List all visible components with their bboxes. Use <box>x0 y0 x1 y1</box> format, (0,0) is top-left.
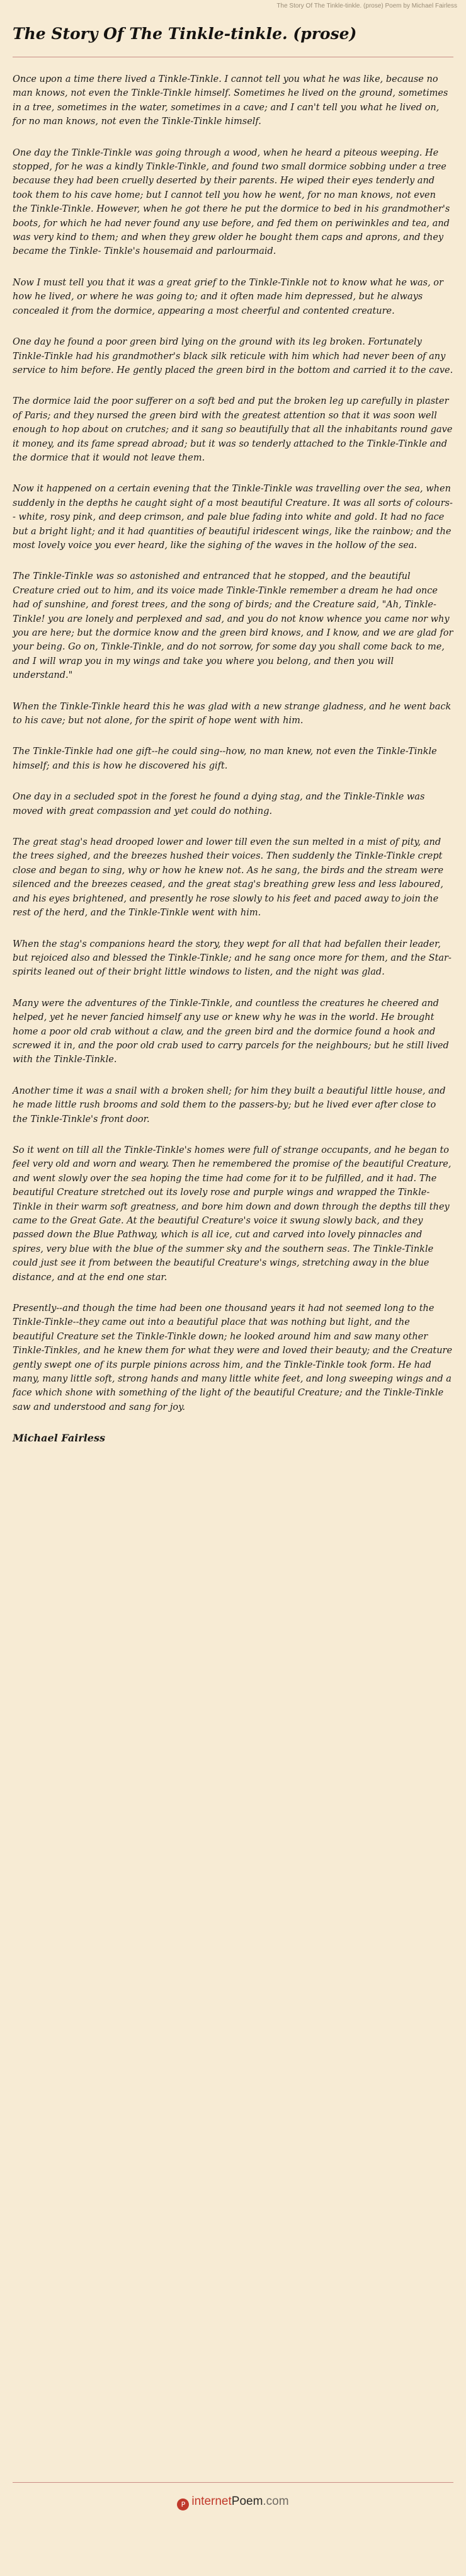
poem-paragraph: One day the Tinkle-Tinkle was going through a wood, when he heard a piteous weeping. He stopped, for he was a kindly Tinkle-Tinkle, and found two small dormice sobbing under a tree because they had been cruelly deserted by their parents. He wiped their eyes tenderly and took them to his cave home; but I cannot tell you how he went, for no man knows, not even the Tinkle-Tinkle. However, when he got there he put the dormice to bed in his grandmother's boots, for which he had never found any use before, and fed them on periwinkles and tea, and was very kind to them; and when they grew older he bought them caps and aprons, and they became the Tinkle- Tinkle's housemaid and parlourmaid. <box>13 147 450 257</box>
source-line: The Story Of The Tinkle-tinkle. (prose) Poem by Michael Fairless <box>276 3 457 9</box>
logo-text-poem: Poem <box>231 2495 263 2508</box>
logo-text-internet: internet <box>191 2495 232 2508</box>
poem-paragraph: One day in a secluded spot in the forest he found a dying stag, and the Tinkle-Tinkle was moved with great compassion and yet could do nothing. <box>13 792 425 816</box>
poem-paragraph: The Tinkle-Tinkle had one gift--he could sing--how, no man knew, not even the Tinkle-Tinkle himself; and this is how he discovered his gift. <box>13 747 437 771</box>
poem-paragraph: The Tinkle-Tinkle was so astonished and entranced that he stopped, and the beautiful Creature cried out to him, and its voice made Tinkle-Tinkle remember a dream he had once had of sunshine, and forest trees, and the song of birds; and the Creature said, "Ah, Tinkle-Tinkle! you are lonely and perplexed and sad, and you do not know whence you came nor why you are here; but the dormice know and the green bird knows, and I know, and we are glad for your being. Go on, Tinkle-Tinkle, and do not sorrow, for some day you shall come back to me, and I will wrap you in my wings and take you where you belong, and then you will understand." <box>13 571 453 681</box>
poem-body <box>13 72 453 1414</box>
site-logo[interactable] <box>13 2494 453 2510</box>
poem-paragraph: The great stag's head drooped lower and lower till even the sun melted in a mist of pity, and the trees sighed, and the breezes hushed their voices. Then suddenly the Tinkle-Tinkle crept close and began to sing, why or how he knew not. As he sang, the birds and the stream were silenced and the breezes ceased, and the great stag's breathing grew less and less laboured, and his eyes brightened, and presently he rose slowly to his feet and paced away to join the rest of the herd, and the Tinkle-Tinkle went with him. <box>13 837 444 919</box>
footer-divider <box>13 2482 453 2483</box>
poem-paragraph: Once upon a time there lived a Tinkle-Tinkle. I cannot tell you what he was like, because no man knows, not even the Tinkle-Tinkle himself. Sometimes he lived on the ground, sometimes in a tree, sometimes in the water, sometimes in a cave; and I can't tell you what he lived on, for no man knows, not even the Tinkle-Tinkle himself. <box>13 74 448 127</box>
poem-paragraph: When the stag's companions heard the story, they wept for all that had befallen their leader, but rejoiced also and blessed the Tinkle-Tinkle; and he sang once more for them, and the Star-spirits leaned out of their bright little windows to listen, and the night was glad. <box>13 939 452 978</box>
poem-paragraph: Now it happened on a certain evening that the Tinkle-Tinkle was travelling over the sea, when suddenly in the depths he caught sight of a most beautiful Creature. It was all sorts of colours-- white, rosy pink, and deep crimson, and pale blue fading into white and gold. It had no face but a bright light; and it had quantities of beautiful iridescent wings, like the rainbow; and the most lovely voice you ever heard, like the sighing of the waves in the hollow of the sea. <box>13 484 453 551</box>
poem-author: Michael Fairless <box>13 1432 105 1445</box>
poem-title: The Story Of The Tinkle-tinkle. (prose) <box>13 25 357 43</box>
poem-paragraph: The dormice laid the poor sufferer on a soft bed and put the broken leg up carefully in plaster of Paris; and they nursed the green bird with the greatest attention so that it was soon well enough to hop about on crutches; and it sang so beautifully that all the inhabitants round gave it money, and its fame spread abroad; but it was so tenderly attached to the Tinkle-Tinkle and the dormice that it would not leave them. <box>13 396 453 463</box>
poem-paragraph: Presently--and though the time had been one thousand years it had not seemed long to the Tinkle-Tinkle--they came out into a beautiful place that was nothing but light, and the beautiful Creature set the Tinkle-Tinkle down; he looked around him and saw many other Tinkle-Tinkles, and he knew them for what they were and loved their beauty; and the Creature gently swept one of its purple pinions across him, and the Tinkle-Tinkle took form. He had many, many little soft, strong hands and many little white feet, and long sweeping wings and a face which shone with something of the light of the beautiful Creature; and the Tinkle-Tinkle saw and understood and sang for joy. <box>13 1303 453 1412</box>
poem-paragraph: When the Tinkle-Tinkle heard this he was glad with a new strange gladness, and he went back to his cave; but not alone, for the spirit of hope went with him. <box>13 701 452 726</box>
poem-paragraph: One day he found a poor green bird lying on the ground with its leg broken. Fortunately Tinkle-Tinkle had his grandmother's black silk reticule with him which had never been of any service to him before. He gently placed the green bird in the bottom and carried it to the cave. <box>13 337 453 375</box>
logo-text-com: .com <box>263 2495 289 2508</box>
poem-paragraph: Now I must tell you that it was a great grief to the Tinkle-Tinkle not to know what he was, or how he lived, or where he was going to; and it often made him depressed, but he always concealed it from the dormice, appearing a most cheerful and contented creature. <box>13 277 443 316</box>
poem-paragraph: Another time it was a snail with a broken shell; for him they built a beautiful little house, and he made little rush brooms and sold them to the passers-by; but he lived ever after close to the Tinkle-Tinkle's front door. <box>13 1085 446 1125</box>
poem-paragraph: Many were the adventures of the Tinkle-Tinkle, and countless the creatures he cheered and helped, yet he never fancied himself any use or knew why he was in the world. He brought home a poor old crab without a claw, and the green bird and the dormice found a hook and screwed it in, and the poor old crab used to carry parcels for the neighbours; but he still lived with the Tinkle-Tinkle. <box>13 998 449 1065</box>
page-footer <box>13 2482 453 2510</box>
logo-p-icon: P <box>177 2499 189 2510</box>
poem-paragraph: So it went on till all the Tinkle-Tinkle's homes were full of strange occupants, and he began to feel very old and worn and weary. Then he remembered the promise of the beautiful Creature, and went slowly over the sea hoping the time had come for it to be fulfilled, and it had. The beautiful Creature stretched out its lovely rose and purple wings and wrapped the Tinkle-Tinkle in their warm soft greatness, and bore him down and down through the depths till they came to the Great Gate. At the beautiful Creature's voice it swung slowly back, and they passed down the Blue Pathway, which is all ice, cut and carved into lovely pinnacles and spires, very blue with the blue of the summer sky and the southern seas. The Tinkle-Tinkle could just see it from between the beautiful Creature's wings, stretching away in the blue distance, and at the end one star. <box>13 1145 452 1283</box>
